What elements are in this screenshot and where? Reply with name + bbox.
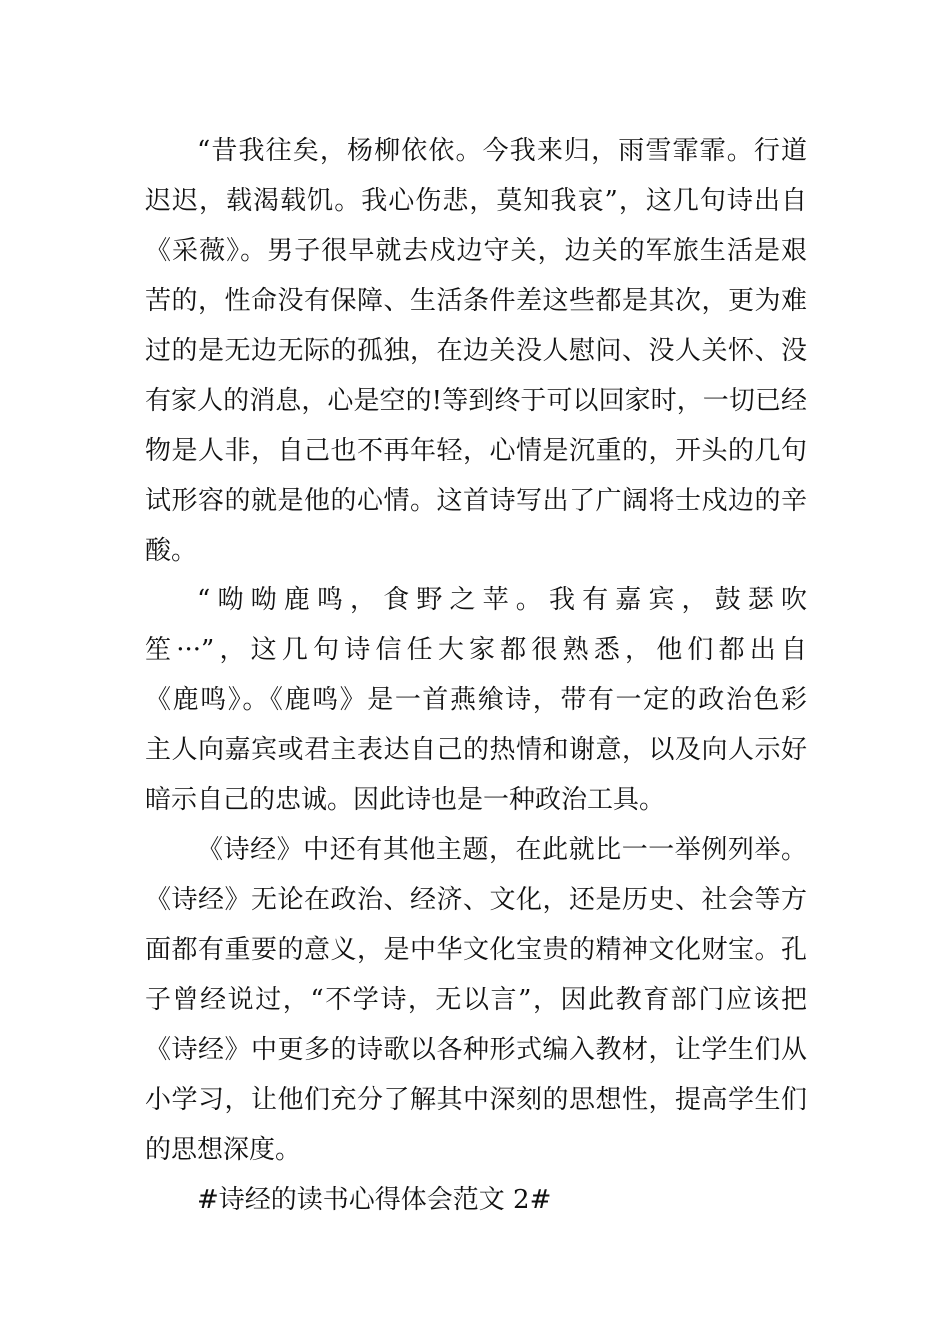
paragraph-1-line-6: 有家人的消息，心是空的!等到终于可以回家时，一切已经 bbox=[145, 386, 807, 416]
paragraph-1-line-7: 物是人非，自己也不再年轻，心情是沉重的，开头的几句 bbox=[145, 436, 807, 466]
paragraph-2-line-5: 暗示自己的忠诚。因此诗也是一种政治工具。 bbox=[145, 785, 666, 815]
paragraph-1-line-3: 《采薇》。男子很早就去戍边守关，边关的军旅生活是艰 bbox=[145, 236, 807, 266]
paragraph-1-line-9: 酸。 bbox=[145, 536, 198, 566]
paragraph-3-line-2: 《诗经》无论在政治、经济、文化，还是历史、社会等方 bbox=[145, 885, 807, 915]
paragraph-2-line-4: 主人向嘉宾或君主表达自己的热情和谢意，以及向人示好 bbox=[145, 735, 807, 765]
paragraph-2-line-1: “呦呦鹿鸣，食野之苹。我有嘉宾，鼓瑟吹 bbox=[197, 585, 807, 615]
paragraph-3-line-7: 的思想深度。 bbox=[145, 1135, 302, 1165]
paragraph-3-line-5: 《诗经》中更多的诗歌以各种形式编入教材，让学生们从 bbox=[145, 1035, 807, 1065]
paragraph-2-line-3: 《鹿鸣》。《鹿鸣》是一首燕飨诗，带有一定的政治色彩 bbox=[145, 685, 807, 715]
section-heading: #诗经的读书心得体会范文 2# bbox=[197, 1185, 552, 1215]
paragraph-2-line-2: 笙···”，这几句诗信任大家都很熟悉，他们都出自 bbox=[145, 635, 807, 665]
paragraph-3-line-3: 面都有重要的意义，是中华文化宝贵的精神文化财宝。孔 bbox=[145, 935, 807, 965]
paragraph-1-line-1: “昔我往矣，杨柳依依。今我来归，雨雪霏霏。行道 bbox=[197, 136, 807, 166]
paragraph-3-line-4: 子曾经说过，“不学诗，无以言”，因此教育部门应该把 bbox=[145, 985, 807, 1015]
paragraph-1-line-5: 过的是无边无际的孤独，在边关没人慰问、没人关怀、没 bbox=[145, 336, 807, 366]
paragraph-3-line-6: 小学习，让他们充分了解其中深刻的思想性，提高学生们 bbox=[145, 1085, 807, 1115]
paragraph-1-line-2: 迟迟，载渴载饥。我心伤悲，莫知我哀”，这几句诗出自 bbox=[145, 186, 807, 216]
paragraph-3-line-1: 《诗经》中还有其他主题，在此就比一一举例列举。 bbox=[197, 835, 807, 865]
paragraph-1-line-8: 试形容的就是他的心情。这首诗写出了广阔将士戍边的辛 bbox=[145, 486, 807, 516]
paragraph-1-line-4: 苦的，性命没有保障、生活条件差这些都是其次，更为难 bbox=[145, 286, 807, 316]
